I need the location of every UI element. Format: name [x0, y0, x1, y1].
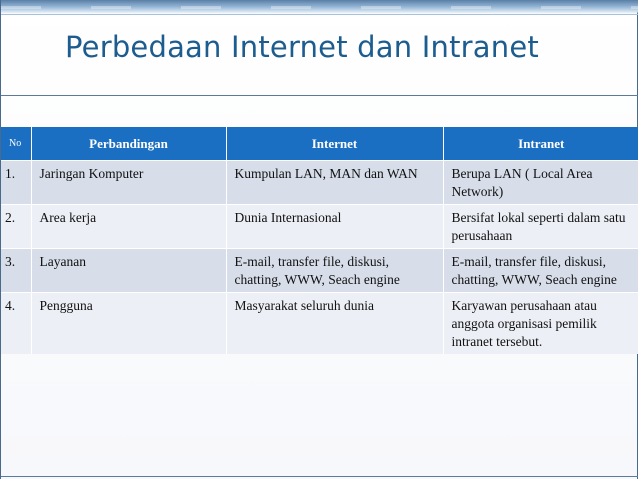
table-body — [1, 161, 638, 355]
comparison-table — [1, 127, 638, 354]
header-no: No — [1, 127, 31, 161]
table-row — [1, 161, 638, 205]
cell-internet: Kumpulan LAN, MAN dan WAN — [226, 161, 443, 205]
header-row — [1, 127, 638, 161]
cell-no: 4. — [1, 293, 31, 355]
cell-perbandingan: Pengguna — [31, 293, 226, 355]
cell-no: 2. — [1, 205, 31, 249]
top-decor-band — [1, 0, 638, 15]
cell-no: 3. — [1, 249, 31, 293]
cell-internet: Masyarakat seluruh dunia — [226, 293, 443, 355]
header-intranet: Intranet — [443, 127, 638, 161]
table-row — [1, 205, 638, 249]
cell-internet: Dunia Internasional — [226, 205, 443, 249]
table-row — [1, 293, 638, 355]
cell-intranet: Bersifat lokal seperti dalam satu perusahaan — [443, 205, 638, 249]
header-internet: Internet — [226, 127, 443, 161]
cell-perbandingan: Area kerja — [31, 205, 226, 249]
cell-intranet: E-mail, transfer file, diskusi, chatting, WWW, Seach engine — [443, 249, 638, 293]
cell-perbandingan: Layanan — [31, 249, 226, 293]
table-row — [1, 249, 638, 293]
header-perbandingan: Perbandingan — [31, 127, 226, 161]
cell-intranet: Karyawan perusahaan atau anggota organisasi pemilik intranet tersebut. — [443, 293, 638, 355]
title-divider — [1, 95, 638, 96]
slide-title: Perbedaan Internet dan Intranet — [65, 30, 539, 64]
cell-no: 1. — [1, 161, 31, 205]
cell-internet: E-mail, transfer file, diskusi, chatting, WWW, Seach engine — [226, 249, 443, 293]
cell-perbandingan: Jaringan Komputer — [31, 161, 226, 205]
table-header — [1, 127, 638, 161]
bottom-border-line — [1, 476, 638, 477]
cell-intranet: Berupa LAN ( Local Area Network) — [443, 161, 638, 205]
